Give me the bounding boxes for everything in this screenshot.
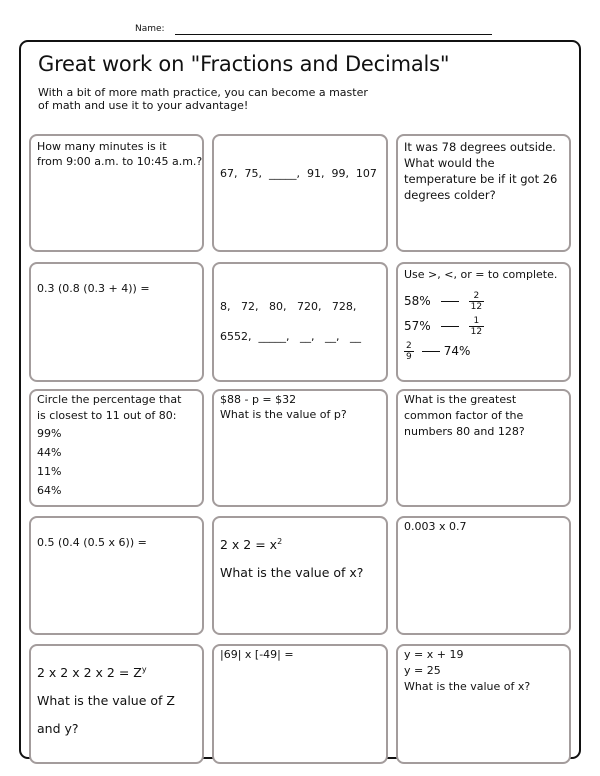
problem-equation: y = 25: [404, 664, 441, 677]
problem-equation: $88 - p = $32: [220, 393, 297, 406]
problem-card-6: [396, 262, 571, 382]
problem-card-9: [396, 389, 571, 507]
problem-question: What is the value of Z: [37, 693, 175, 709]
problem-card-11: [212, 516, 388, 635]
problem-card-8: [212, 389, 388, 507]
fraction: [469, 316, 484, 337]
answer-blank[interactable]: [422, 351, 440, 352]
problem-text: numbers 80 and 128?: [404, 425, 525, 438]
exponent: y: [141, 665, 147, 674]
equation-base: 2 x 2 x 2 x 2 = Z: [37, 665, 142, 681]
problem-text: It was 78 degrees outside.: [404, 140, 556, 154]
problem-text: is closest to 11 out of 80:: [37, 409, 177, 422]
percentage: 58%: [404, 293, 431, 308]
problem-text: What would the: [404, 156, 495, 170]
problem-card-1: [29, 134, 204, 252]
comparison-row: [404, 340, 563, 362]
problem-card-12: [396, 516, 571, 635]
problem-card-10: [29, 516, 204, 635]
problem-card-14: [212, 644, 388, 764]
number-sequence: 6552, _____, __, __, __: [220, 330, 361, 343]
problem-card-13: [29, 644, 204, 764]
problem-equation: [220, 528, 380, 559]
fraction: [469, 291, 484, 312]
denominator: 12: [470, 301, 483, 312]
answer-blank[interactable]: [441, 326, 459, 327]
problem-text: What is the greatest: [404, 393, 517, 406]
number-sequence: 8, 72, 80, 720, 728,: [220, 300, 357, 313]
problem-card-2: [212, 134, 388, 252]
subtitle-line-2: of math and use it to your advantage!: [38, 99, 249, 112]
comparison-row: [404, 315, 563, 337]
comparison-row: [404, 290, 563, 312]
problem-equation: [37, 656, 196, 687]
percentage: 57%: [404, 318, 431, 333]
problem-card-4: [29, 262, 204, 382]
problem-question: What is the value of x?: [220, 565, 364, 581]
number-sequence: 67, 75, _____, 91, 99, 107: [220, 167, 377, 180]
numerator: 1: [473, 315, 480, 326]
equation-base: 2 x 2 = x: [220, 537, 278, 553]
problem-question: and y?: [37, 721, 79, 737]
problem-card-5: [212, 262, 388, 382]
problem-text: Circle the percentage that: [37, 393, 182, 406]
worksheet-title: Great work on "Fractions and Decimals": [38, 52, 450, 76]
problem-text: How many minutes is it: [37, 140, 167, 153]
answer-option[interactable]: 99%: [37, 427, 62, 440]
problem-expression: |69| x [-49| =: [220, 648, 294, 661]
problem-text: common factor of the: [404, 409, 524, 422]
problem-question: What is the value of p?: [220, 408, 347, 421]
denominator: 12: [470, 326, 483, 337]
numerator: 2: [406, 340, 412, 351]
percentage: 74%: [443, 343, 471, 358]
problem-question: What is the value of x?: [404, 680, 531, 693]
problem-expression: 0.5 (0.4 (0.5 x 6)) =: [37, 536, 147, 549]
problem-expression: 0.003 x 0.7: [404, 520, 467, 533]
problem-card-3: [396, 134, 571, 252]
exponent: 2: [277, 537, 283, 546]
problem-expression: 0.3 (0.8 (0.3 + 4)) =: [37, 282, 150, 295]
fraction: [404, 341, 414, 362]
problem-card-7: [29, 389, 204, 507]
problem-text: degrees colder?: [404, 188, 496, 202]
numerator: 2: [473, 290, 480, 301]
problem-instruction: Use >, <, or = to complete.: [404, 268, 558, 281]
name-input-line[interactable]: [175, 34, 492, 35]
subtitle-line-1: With a bit of more math practice, you can become a master: [38, 86, 368, 99]
denominator: 9: [406, 351, 412, 362]
problem-text: temperature be if it got 26: [404, 172, 558, 186]
answer-option[interactable]: 11%: [37, 465, 62, 478]
answer-blank[interactable]: [441, 301, 459, 302]
worksheet-subtitle: [38, 86, 418, 112]
problem-equation: y = x + 19: [404, 648, 464, 661]
name-label: Name:: [135, 24, 165, 34]
problem-text: from 9:00 a.m. to 10:45 a.m.?: [37, 155, 203, 168]
problem-card-15: [396, 644, 571, 764]
answer-option[interactable]: 64%: [37, 484, 62, 497]
answer-option[interactable]: 44%: [37, 446, 62, 459]
